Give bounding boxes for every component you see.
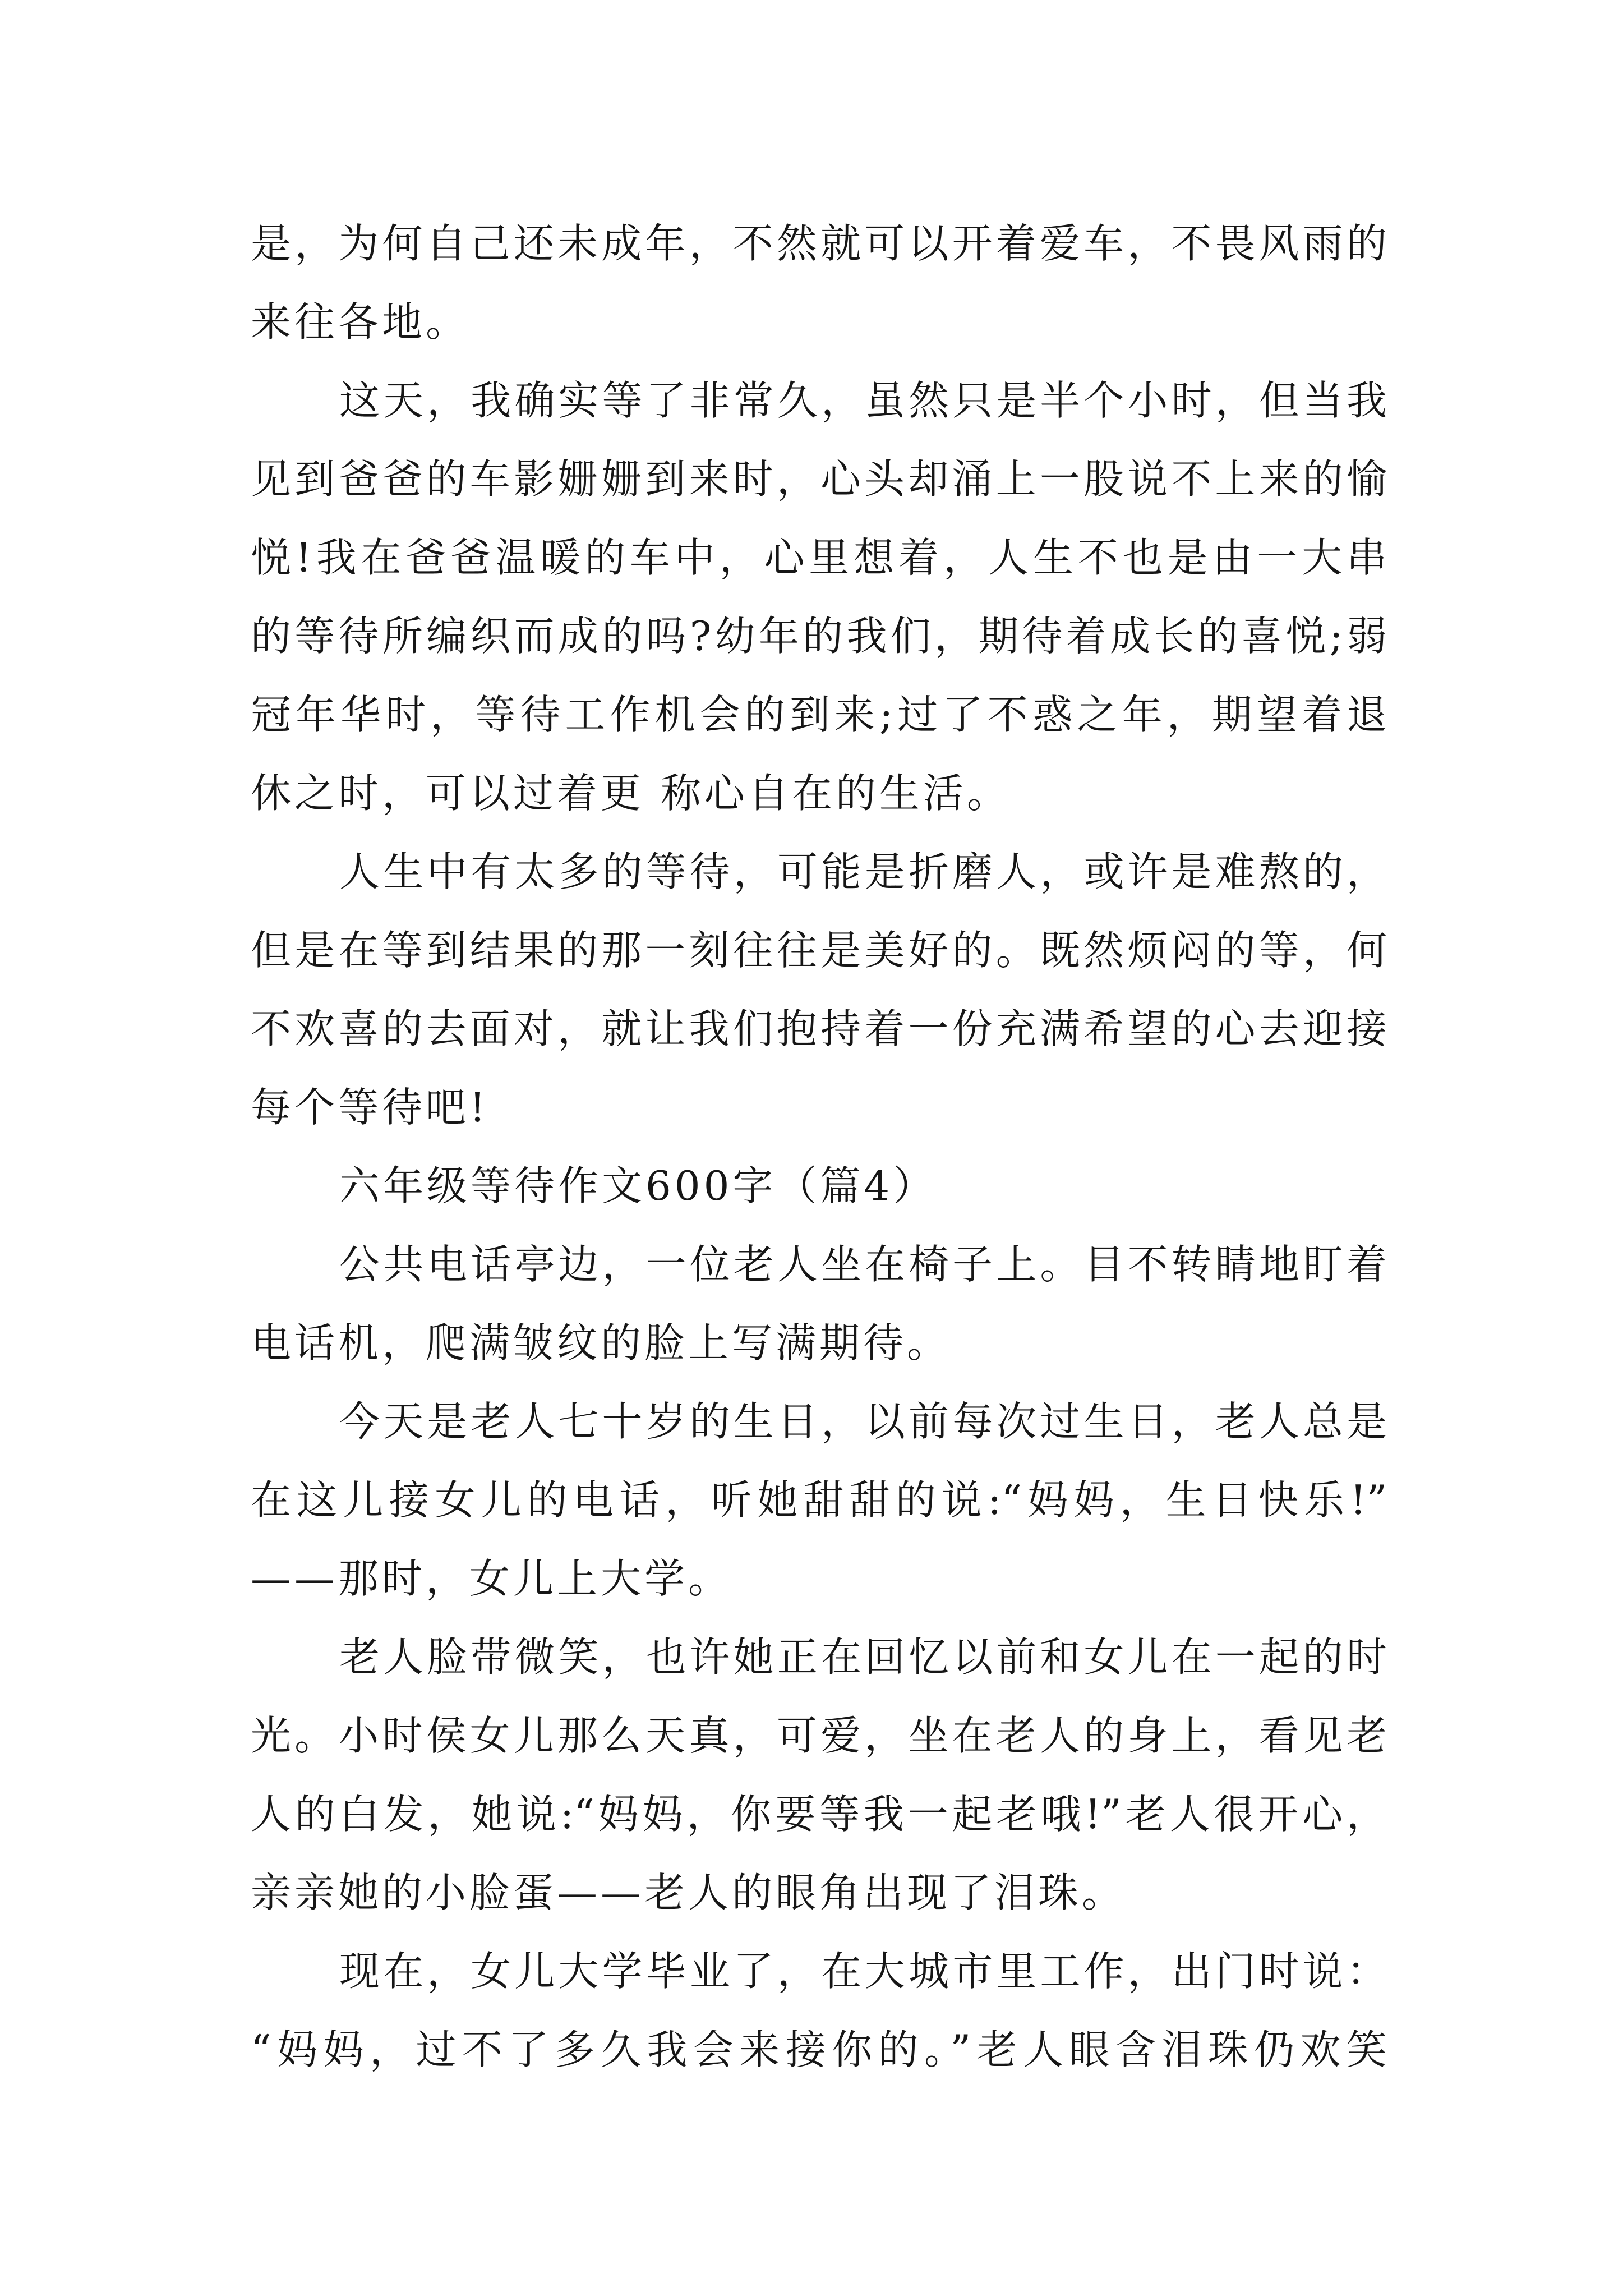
text-line: 冠年华时，等待工作机会的到来;过了不惑之年，期望着退: [251, 691, 1387, 738]
text-line: ——那时，女儿上大学。: [251, 1555, 732, 1602]
text-line: 但是在等到结果的那一刻往往是美好的。既然烦闷的等，何: [251, 927, 1387, 974]
text-line: 每个等待吧!: [251, 1084, 489, 1131]
text-line: 来往各地。: [251, 298, 470, 346]
paragraph: [251, 204, 1387, 361]
paragraph: [251, 1618, 1387, 1932]
paragraph: [251, 361, 1387, 832]
paragraph: [251, 1932, 1387, 2089]
document-body: [251, 204, 1387, 2089]
paragraph: [251, 1225, 1387, 1382]
text-line: 这天，我确实等了非常久，虽然只是半个小时，但当我: [339, 377, 1387, 424]
text-line: 亲亲她的小脸蛋——老人的眼角出现了泪珠。: [251, 1869, 1126, 1916]
paragraph: [251, 1382, 1387, 1618]
text-line: 老人脸带微笑，也许她正在回忆以前和女儿在一起的时: [339, 1634, 1387, 1681]
section-heading: 六年级等待作文600字（篇4）: [339, 1162, 937, 1209]
text-line: 在这儿接女儿的电话，听她甜甜的说:“妈妈，生日快乐!”: [251, 1476, 1387, 1524]
text-line: 光。小时侯女儿那么天真，可爱，坐在老人的身上，看见老: [251, 1712, 1387, 1759]
text-line: 今天是老人七十岁的生日，以前每次过生日，老人总是: [339, 1398, 1387, 1445]
text-line: 人生中有太多的等待，可能是折磨人，或许是难熬的，: [339, 848, 1387, 895]
text-line: 是，为何自己还未成年，不然就可以开着爱车，不畏风雨的: [251, 220, 1387, 267]
text-line: 人的白发，她说:“妈妈，你要等我一起老哦!”老人很开心，: [251, 1791, 1387, 1838]
text-line: 不欢喜的去面对，就让我们抱持着一份充满希望的心去迎接: [251, 1005, 1387, 1052]
text-line: 公共电话亭边，一位老人坐在椅子上。目不转睛地盯着: [339, 1241, 1387, 1288]
text-line: “妈妈，过不了多久我会来接你的。”老人眼含泪珠仍欢笑: [251, 2026, 1387, 2073]
text-line: 见到爸爸的车影姗姗到来时，心头却涌上一股说不上来的愉: [251, 455, 1387, 503]
text-line: 电话机，爬满皱纹的脸上写满期待。: [251, 1319, 951, 1366]
text-line: 休之时，可以过着更 称心自在的生活。: [251, 770, 1011, 817]
paragraph: [251, 832, 1387, 1147]
text-line: 悦!我在爸爸温暖的车中，心里想着，人生不也是由一大串: [251, 534, 1387, 581]
text-line: 现在，女儿大学毕业了，在大城市里工作，出门时说：: [339, 1948, 1387, 1995]
text-line: 的等待所编织而成的吗?幼年的我们，期待着成长的喜悦;弱: [251, 613, 1387, 660]
